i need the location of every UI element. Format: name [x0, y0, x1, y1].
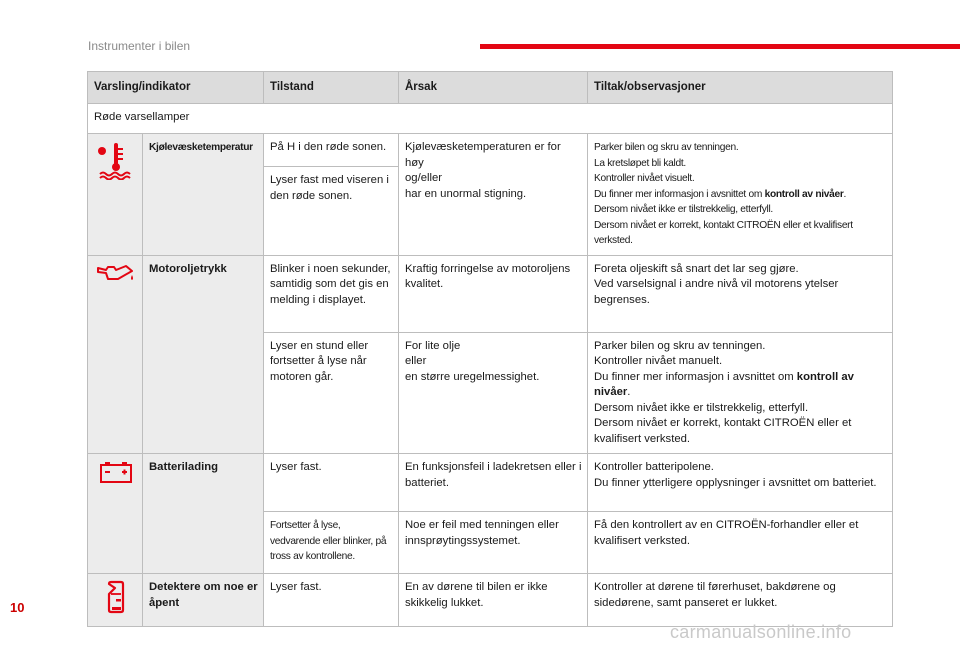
action-text: Du finner mer informasjon i avsnittet om: [594, 188, 765, 200]
action-oil-1: [588, 255, 893, 332]
indicator-name-coolant: Kjølevæsketemperatur: [143, 134, 264, 256]
cause-line: eller: [405, 355, 427, 367]
condition-oil-2: Lyser en stund eller fortsetter å lyse når motoren går.: [264, 332, 399, 454]
indicator-name-oil: Motoroljetrykk: [143, 255, 264, 454]
warning-lamps-table: [87, 71, 893, 627]
action-line: Kontroller batteripolene.: [594, 461, 714, 473]
indicator-name-battery: Batterilading: [143, 454, 264, 574]
table-row: [88, 574, 893, 627]
column-header-condition: Tilstand: [264, 72, 399, 104]
cause-line: og/eller: [405, 172, 443, 184]
page-header-title: Instrumenter i bilen: [88, 39, 191, 53]
action-battery-2: Få den kontrollert av en CITROËN-forhandler eller et kvalifisert verksted.: [588, 512, 893, 574]
table-row: [88, 454, 893, 512]
door-open-icon: [88, 574, 143, 627]
coolant-temperature-icon: [88, 134, 143, 256]
cause-door-1: En av dørene til bilen er ikke skikkelig lukket.: [399, 574, 588, 627]
condition-coolant-2: Lyser fast med viseren i den røde sonen.: [264, 167, 399, 255]
action-line: Du finner ytterligere opplysninger i avsnittet om batteriet.: [594, 476, 877, 489]
table-row: [88, 255, 893, 332]
condition-battery-1: Lyser fast.: [264, 454, 399, 512]
condition-coolant-1: På H i den røde sonen.: [264, 134, 399, 167]
cause-coolant: [399, 134, 588, 256]
action-line: Dersom nivået er korrekt, kontakt CITROËN eller et kvalifisert verksted.: [594, 219, 853, 246]
header-accent-bar: [480, 44, 960, 49]
battery-icon: [88, 454, 143, 574]
section-label: Røde varsellamper: [88, 104, 893, 134]
action-battery-1: [588, 454, 893, 512]
cause-battery-1: En funksjonsfeil i ladekretsen eller i batteriet.: [399, 454, 588, 512]
action-oil-2: [588, 332, 893, 454]
condition-oil-1: Blinker i noen sekunder, samtidig som det gis en melding i displayet.: [264, 255, 399, 332]
action-line: [594, 370, 887, 401]
cause-line: en større uregelmessighet.: [405, 370, 540, 383]
action-line: Kontroller nivået visuelt.: [594, 173, 695, 184]
action-line: Parker bilen og skru av tenningen.: [594, 339, 766, 352]
action-line: Kontroller nivået manuelt.: [594, 355, 723, 367]
action-text: .: [627, 386, 631, 398]
indicator-name-door: Detektere om noe er åpent: [143, 574, 264, 627]
condition-door-1: Lyser fast.: [264, 574, 399, 627]
column-header-indicator: Varsling/indikator: [88, 72, 264, 104]
column-header-action: Tiltak/observasjoner: [588, 72, 893, 104]
action-text: .: [843, 188, 847, 200]
cause-battery-2: Noe er feil med tenningen eller innsprøytingssystemet.: [399, 512, 588, 574]
action-coolant: [588, 134, 893, 256]
column-header-cause: Årsak: [399, 72, 588, 104]
cause-line: Kjølevæsketemperaturen er for høy: [405, 141, 561, 169]
action-line: Ved varselsignal i andre nivå vil motorens ytelser begrenses.: [594, 278, 839, 306]
cause-line: For lite olje: [405, 339, 461, 352]
action-door-1: Kontroller at dørene til førerhuset, bakdørene og sidedørene, samt panseret er lukket.: [588, 574, 893, 627]
oil-pressure-icon: [88, 255, 143, 454]
action-line: Dersom nivået ikke er tilstrekkelig, etterfyll.: [594, 204, 773, 215]
action-line: Dersom nivået ikke er tilstrekkelig, etterfyll.: [594, 401, 809, 414]
cause-oil-1: Kraftig forringelse av motoroljens kvalitet.: [399, 255, 588, 332]
reference-link-text: kontroll av nivåer: [764, 188, 844, 200]
action-line: La kretsløpet bli kaldt.: [594, 157, 686, 169]
action-line: Parker bilen og skru av tenningen.: [594, 142, 739, 153]
action-text: Du finner mer informasjon i avsnittet om: [594, 370, 797, 383]
section-row: [88, 104, 893, 134]
action-line: Foreta oljeskift så snart det lar seg gjøre.: [594, 262, 799, 275]
watermark-text: carmanualsonline.info: [670, 622, 852, 642]
cause-oil-2: [399, 332, 588, 454]
table-row: [88, 134, 893, 167]
cause-line: har en unormal stigning.: [405, 187, 527, 200]
condition-battery-2: Fortsetter å lyse, vedvarende eller blinker, på tross av kontrollene.: [264, 512, 399, 574]
action-line: [594, 187, 887, 203]
action-line: Dersom nivået er korrekt, kontakt CITROËN eller et kvalifisert verksted.: [594, 417, 852, 445]
page-number: 10: [10, 600, 25, 615]
table-header-row: [88, 72, 893, 104]
reference-link-text: kontroll av nivåer: [594, 370, 854, 398]
